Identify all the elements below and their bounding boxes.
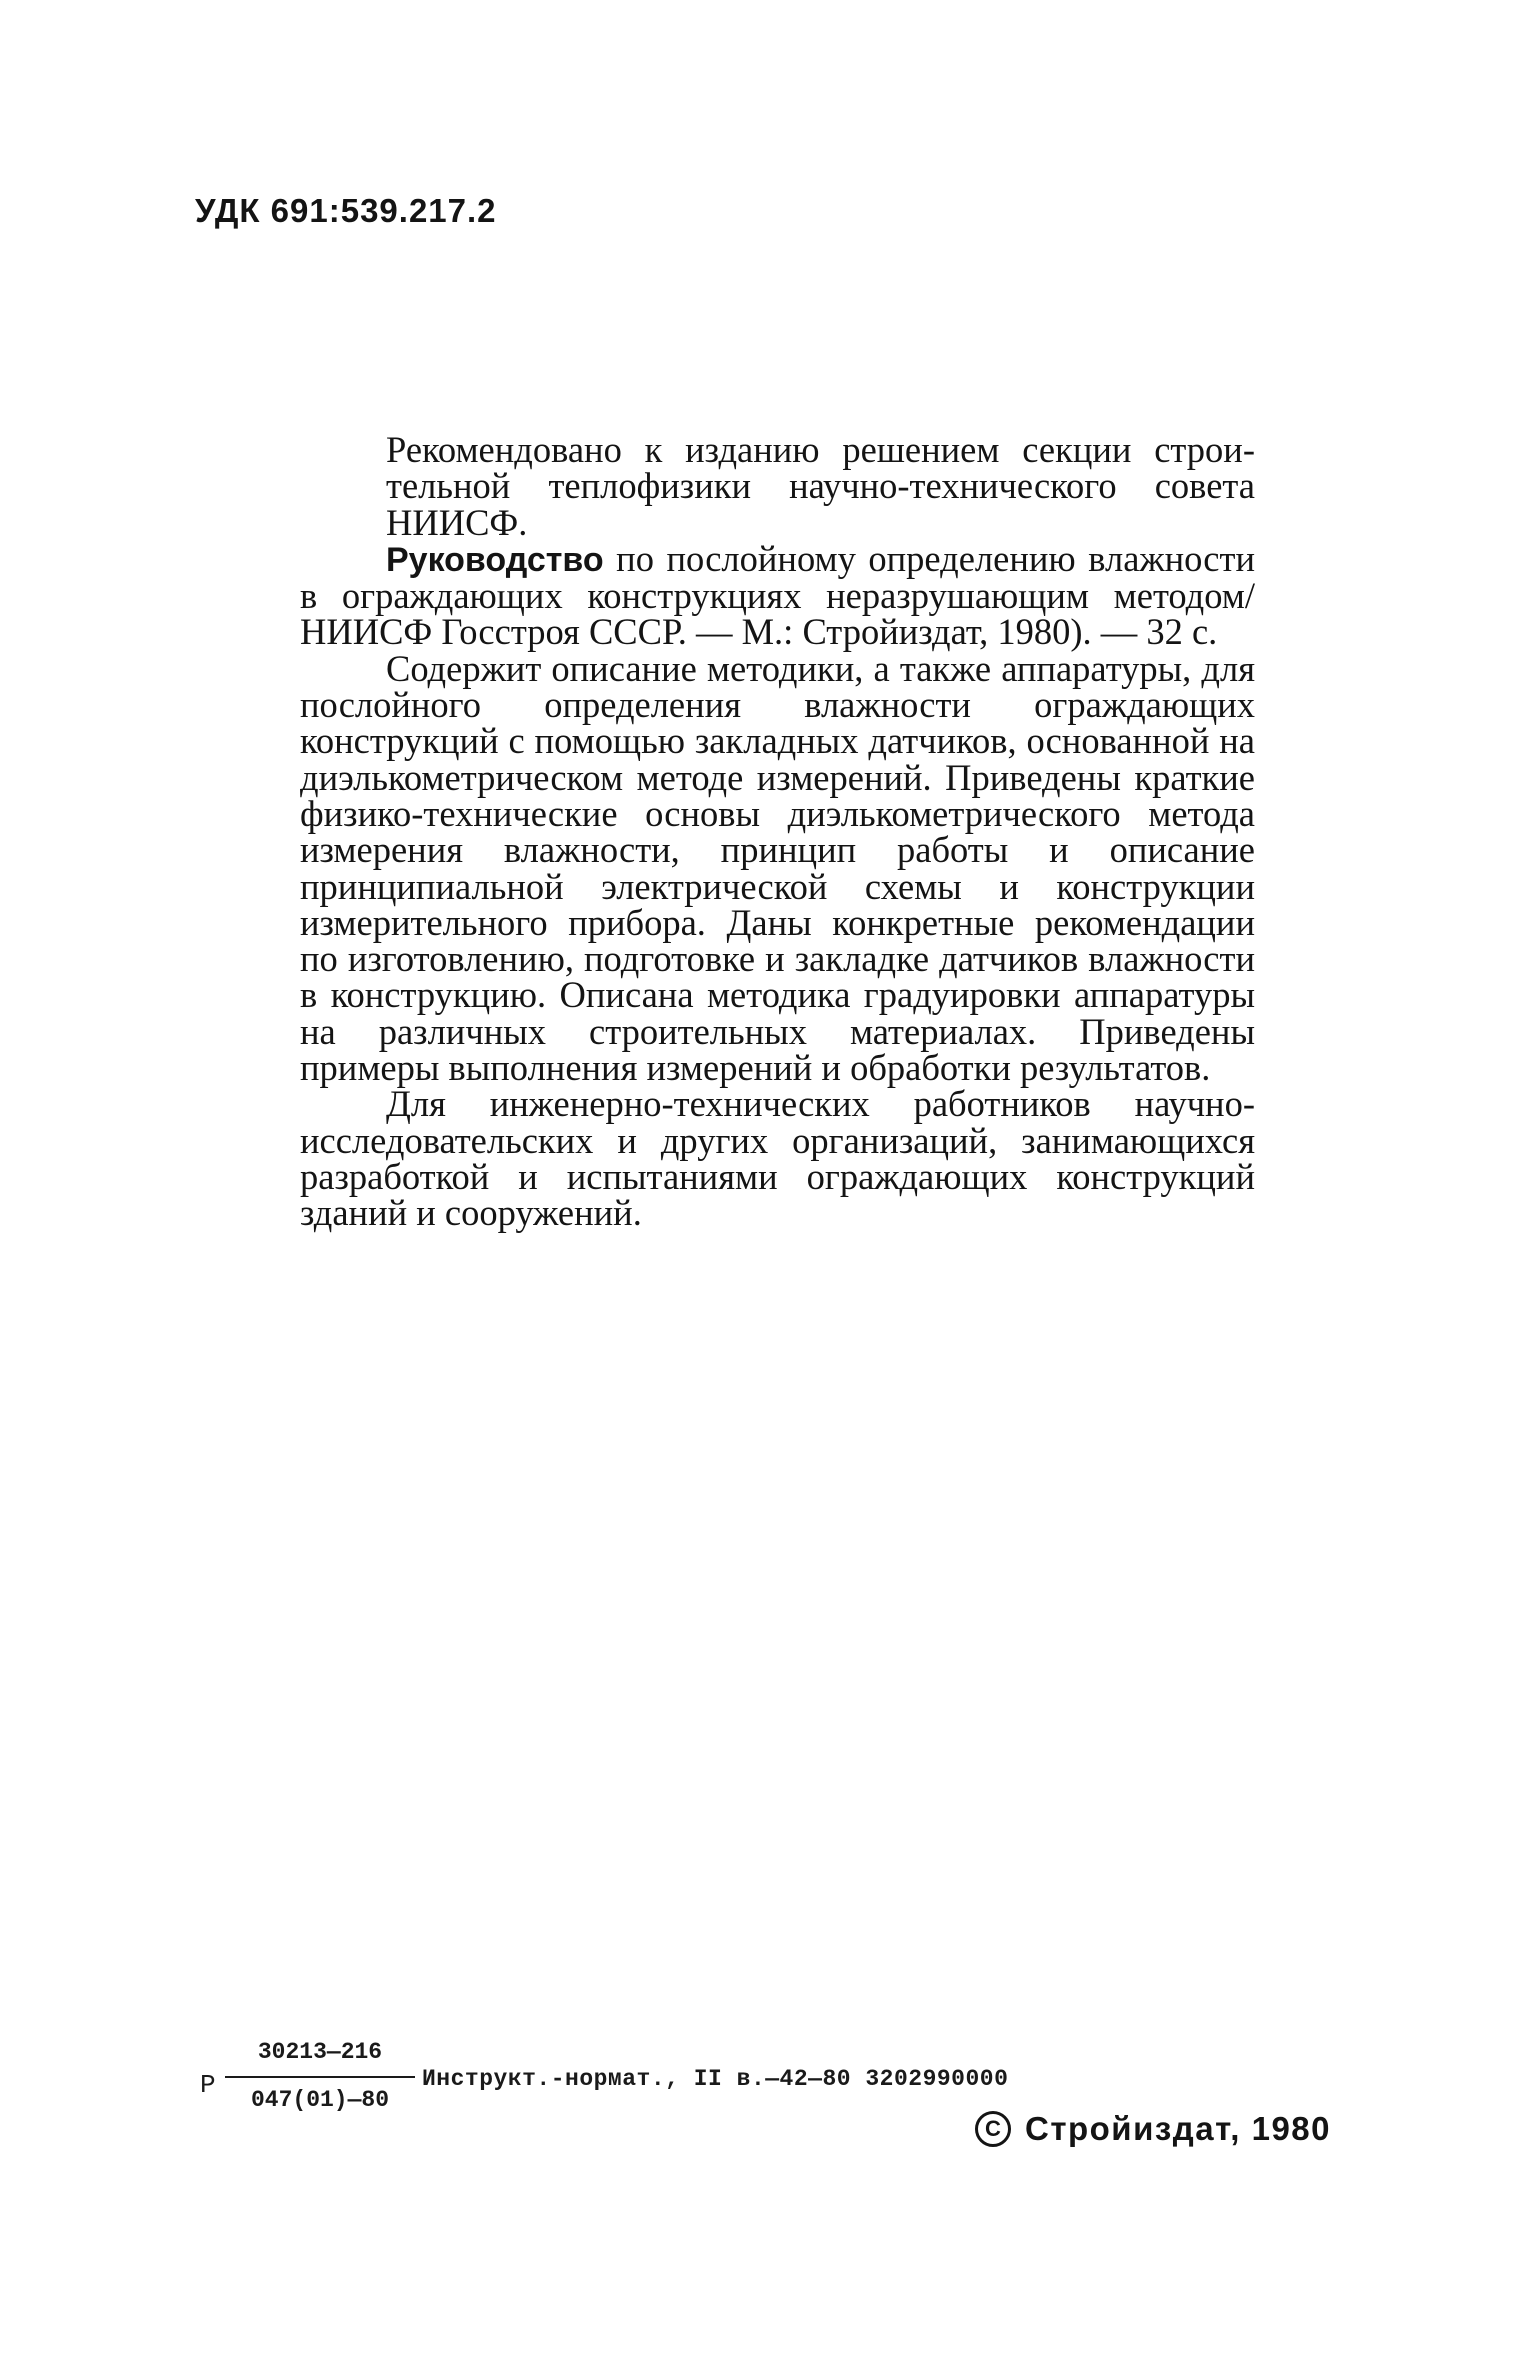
imprint-denominator: 047(01)—80 bbox=[250, 2087, 390, 2113]
summary-paragraph: Содержит описание методики, а также аппаратуры, для послойного определения влажности ограждающих конструкций с помощью закладных датчиков, основанной на диэлькометрическом методе измерений. Приведены краткие физико-технические основы диэлькометрического метода измерения влажности, принцип работы и описание принципиальной электрической схемы и конструкции измерительного прибора. Даны конкретные рекомендации по изготовлению, подготовке и закладке датчиков влажности в конструкцию. Описана методика градуировки аппаратуры на различных строительных материалах. Приведены примеры выполнения измерений и обработки результатов. bbox=[300, 647, 1255, 1089]
fraction-bar bbox=[225, 2076, 415, 2078]
recommendation-paragraph: Рекомендовано к изданию решением секции строительной теплофизики научно-технического совета НИИСФ. bbox=[386, 429, 1255, 543]
bibliographic-paragraph: Руководство по послойному определению влажности в ограждающих конструкциях неразрушающим методом/ НИИСФ Госстроя СССР. — М.: Стройиздат, 1980). — 32 с. bbox=[300, 537, 1255, 653]
imprint-details: Инструкт.-нормат., II в.—42—80 3202990000 bbox=[422, 2066, 1009, 2092]
copyright-text: Стройиздат, 1980 bbox=[1025, 2110, 1332, 2147]
udk-code: УДК 691:539.217.2 bbox=[195, 192, 497, 229]
imprint-letter: Р bbox=[200, 2070, 216, 2100]
copyright-icon bbox=[975, 2111, 1011, 2147]
abstract-block bbox=[300, 429, 1255, 1234]
imprint-fraction bbox=[225, 2036, 415, 2116]
copyright-line bbox=[975, 2110, 1331, 2148]
imprint-numerator: 30213—216 bbox=[257, 2039, 383, 2065]
audience-paragraph: Для инженерно-технических работников научноисследовательских и других организаций, занимающихся разработкой и испытаниями ограждающих конструкций зданий и сооружений. bbox=[300, 1083, 1255, 1234]
copyright-letter: C bbox=[985, 2116, 1003, 2141]
annotation-title-word: Руководство bbox=[386, 540, 604, 579]
